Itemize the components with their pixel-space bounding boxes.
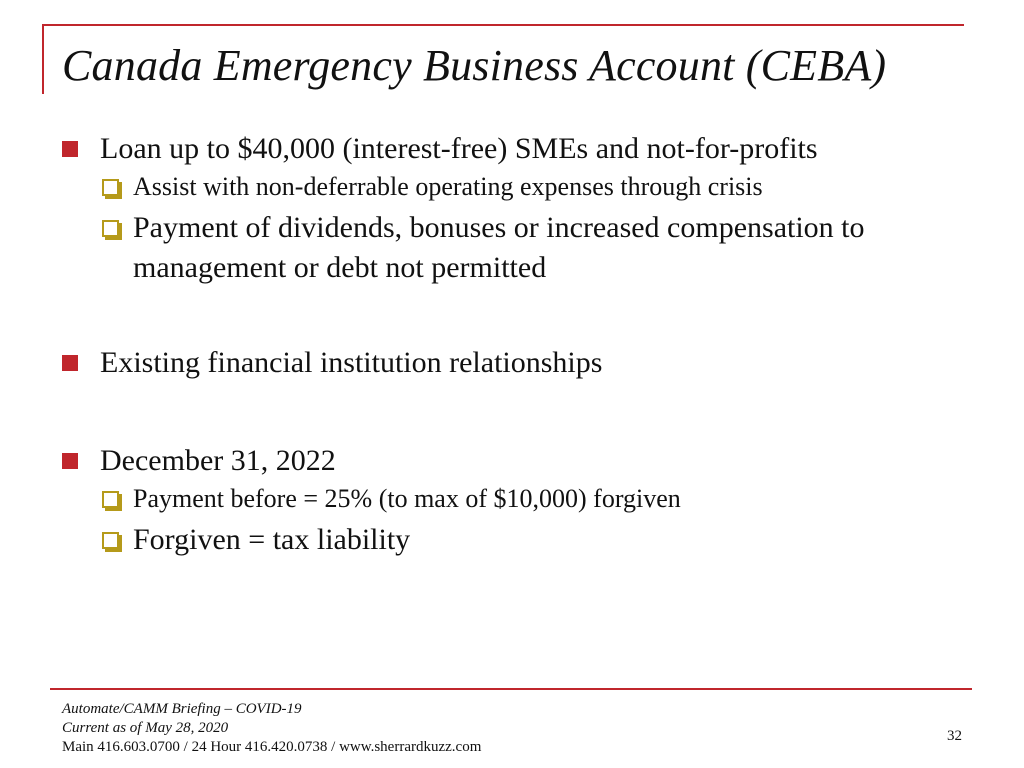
bullet-loan xyxy=(62,130,962,168)
title-frame-top-rule xyxy=(42,24,964,26)
page-number: 32 xyxy=(947,728,962,744)
sub-bullet-payment-before xyxy=(102,482,962,516)
square-bullet-icon xyxy=(62,355,78,371)
checkbox-bullet-icon xyxy=(102,491,119,508)
checkbox-bullet-icon xyxy=(102,220,119,237)
square-bullet-icon xyxy=(62,453,78,469)
bullet-institution xyxy=(62,344,962,382)
sub-bullet-dividends xyxy=(102,208,962,288)
title-frame-left-rule xyxy=(42,24,44,94)
footer-contact: Main 416.603.0700 / 24 Hour 416.420.0738 / www.sherrardkuzz.com xyxy=(62,739,482,755)
footer-current-as-of: Current as of May 28, 2020 xyxy=(62,720,229,736)
bullet-text: Existing financial institution relationships xyxy=(100,346,603,379)
slide-title: Canada Emergency Business Account (CEBA) xyxy=(62,41,887,90)
footer-rule xyxy=(50,688,972,690)
sub-bullet-text: Assist with non-deferrable operating expenses through crisis xyxy=(133,172,763,201)
bullet-text: Loan up to $40,000 (interest-free) SMEs and not-for-profits xyxy=(100,132,818,165)
sub-bullet-text: Forgiven = tax liability xyxy=(133,523,411,556)
checkbox-bullet-icon xyxy=(102,179,119,196)
checkbox-bullet-icon xyxy=(102,532,119,549)
sub-bullet-forgiven xyxy=(102,520,962,560)
footer-briefing: Automate/CAMM Briefing – COVID-19 xyxy=(62,701,302,717)
sub-bullet-text: Payment before = 25% (to max of $10,000) forgiven xyxy=(133,484,681,513)
bullet-december xyxy=(62,442,962,480)
square-bullet-icon xyxy=(62,141,78,157)
bullet-text: December 31, 2022 xyxy=(100,444,336,477)
sub-bullet-text: Payment of dividends, bonuses or increased compensation to management or debt not permitted xyxy=(133,211,865,284)
slide-content xyxy=(62,130,962,560)
footer xyxy=(62,700,481,757)
sub-bullet-expenses xyxy=(102,170,962,204)
